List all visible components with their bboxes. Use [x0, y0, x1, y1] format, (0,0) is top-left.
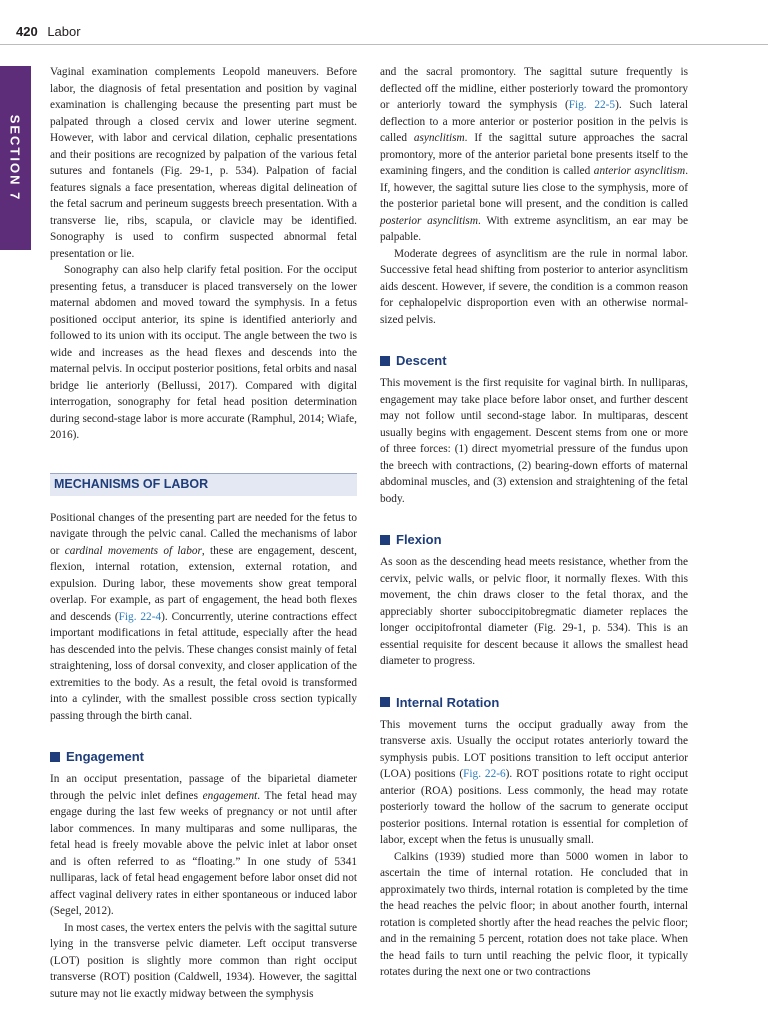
right-column [380, 64, 688, 981]
emphasis-term: asynclitism [413, 132, 465, 144]
paragraph: As soon as the descending head meets resistance, whether from the cervix, pelvic walls, or pelvic floor, it normally flexes. With this movement, the chin draws closer to the fetal thorax, and the appreciably shorter suboccipitobregmatic diameter replaces the longer occipitofrontal diameter (Fig. 29-1, p. 534). This is an essential requisite for descent because it allows the smallest head diameter to progress. [380, 556, 688, 667]
paragraph: and the sacral promontory. The sagittal suture frequently is deflected off the midline, either posteriorly toward the promontory or anteriorly toward the symphysis (Fig. 22-5). Such lateral deflection to a more anterior or posterior position in the pelvis is called asynclitism. If the sagittal suture approaches the sacral promontory, more of the anterior parietal bone presents itself to the examining fingers, and the condition is called anterior asynclitism. If, however, the sagittal suture lies close to the symphysis, more of the posterior parietal bone will present, and the condition is called posterior asynclitism. With extreme asynclitism, an ear may be palpable. [380, 66, 689, 243]
emphasis-term: engagement [202, 789, 258, 802]
header-rule [0, 44, 768, 45]
paragraph: Calkins (1939) studied more than 5000 women in labor to ascertain the time of internal rotation. He concluded that in approximately two thirds, internal rotation is completed by the time the head reaches the pelvic floor; in about another fourth, internal rotation is completed shortly after the head reaches the pelvic floor; and in the remaining 5 percent, rotation does not take place. When the head fails to turn until reaching the pelvic floor, it typically rotates during the next one or two contractions [380, 850, 688, 978]
paragraph: Moderate degrees of asynclitism are the rule in normal labor. Successive fetal head shifting from posterior to anterior asynclitism aids descent. However, if severe, the condition is a common reason for cephalopelvic disproportion even with an otherwise normal-sized pelvis. [380, 247, 688, 326]
heading-square-icon [380, 697, 390, 707]
section-tab [0, 66, 31, 250]
running-header [16, 24, 81, 44]
figure-link[interactable]: Fig. 22-6 [463, 768, 506, 780]
paragraph: Sonography can also help clarify fetal position. For the occiput presenting fetus, a transducer is placed transversely on the lower maternal abdomen and moved toward the symphysis. In a fetus positioned occiput anterior, its spine is identified anteriorly and followed to its union with its occiput. The angle between the two is wide and increases as the head flexes and descends into the maternal pelvis. In occiput posterior positions, fetal orbits and nasal bridge lie anteriorly (Bellussi, 2017). Compared with digital interrogation, sonography for fetal head position determination during second-stage labor is more accurate (Ramphul, 2014; Wiafe, 2016). [50, 264, 357, 441]
paragraph: Positional changes of the presenting part are needed for the fetus to navigate through the pelvic canal. Called the mechanisms of labor or cardinal movements of labor, these are engagement, descent, flexion, internal rotation, extension, external rotation, and expulsion. During labor, these movements show great temporal overlap. For example, as part of engagement, the head both flexes and descends (Fig. 22-4). Concurrently, uterine contractions effect important modifications in fetal attitude, especially after the head has descended into the pelvis. These changes consist mainly of fetal straightening, loss of dorsal convexity, and closer application of the extremities to the body. As a result, the fetal ovoid is transformed into a cylinder, with the smallest possible cross section typically passing through the birth canal. [50, 511, 357, 722]
chapter-title: Labor [47, 24, 81, 39]
left-column [50, 64, 357, 1002]
emphasis-term: cardinal movements of labor [64, 544, 202, 557]
section-tab-label: SECTION 7 [7, 114, 23, 202]
emphasis-term: posterior asynclitism [380, 214, 478, 227]
subheading-flexion: Flexion [380, 531, 688, 548]
paragraph: This movement is the first requisite for vaginal birth. In nulliparas, engagement may take place before labor onset, and further descent may not follow until second-stage labor. In multiparas, descent usually begins with engagement. Descent stems from one or more of three forces: (1) direct myometrial pressure of the fundus upon the breech with contractions, (2) bearing-down efforts of maternal abdominal muscles, and (3) extension and straightening of the fetal body. [380, 377, 688, 505]
heading-square-icon [380, 535, 390, 545]
figure-link[interactable]: Fig. 22-5 [568, 99, 616, 111]
subheading-internal-rotation: Internal Rotation [380, 694, 688, 711]
paragraph: Vaginal examination complements Leopold maneuvers. Before labor, the diagnosis of fetal presentation and position by vaginal examination is challenging because the presenting part must be palpated through a closed cervix and lower uterine segment. However, with labor and cervical dilation, cephalic presentations and their positions are recognized by palpation of the various fetal sutures and fontanels (Fig. 29-1, p. 534). Palpation of facial features signals a face presentation, whereas digital delineation of the fetal sacrum and perineum suggests breech presentation. With a transverse lie, ribs, scapula, or clavicle may be identified. Sonography is used to confirm suspected abnormal fetal presentation or lie. [50, 66, 357, 260]
page-number: 420 [16, 24, 38, 39]
paragraph: In an occiput presentation, passage of the biparietal diameter through the pelvic inlet defines engagement. The fetal head may engage during the last few weeks of pregnancy or not until after labor commences. In many multiparas and some nulliparas, the fetal head is freely movable above the pelvic inlet at labor onset and is often referred to as “floating.” In one study of 5341 nulliparas, lack of fetal head engagement before labor onset did not affect vaginal delivery rates in either spontaneous or induced labor (Segel, 2012). [50, 773, 357, 917]
heading-square-icon [380, 356, 390, 366]
subheading-descent: Descent [380, 352, 688, 369]
emphasis-term: anterior asynclitism [593, 165, 686, 177]
paragraph: In most cases, the vertex enters the pelvis with the sagittal suture lying in the transverse pelvic diameter. Left occiput transverse (LOT) position is slightly more common than right occiput transverse (ROT) position (Caldwell, 1934). However, the sagittal suture may not lie exactly midway between the symphysis [50, 921, 358, 1000]
heading-square-icon [50, 752, 60, 762]
subheading-engagement: Engagement [50, 748, 357, 765]
figure-link[interactable]: Fig. 22-4 [118, 610, 162, 623]
paragraph: This movement turns the occiput gradually away from the transverse axis. Usually the occiput rotates anteriorly toward the symphysis pubis. LOT positions transition to left occiput anterior (LOA) positions (Fig. 22-6). ROT positions rotate to right occiput anterior (ROA) positions. Less commonly, the head may rotate posteriorly toward the hollow of the sacrum to generate occiput posterior positions. Internal rotation is essential for completion of labor, except when the fetus is unusually small. [380, 718, 688, 846]
section-heading-mechanisms-of-labor: MECHANISMS OF LABOR [50, 473, 357, 496]
